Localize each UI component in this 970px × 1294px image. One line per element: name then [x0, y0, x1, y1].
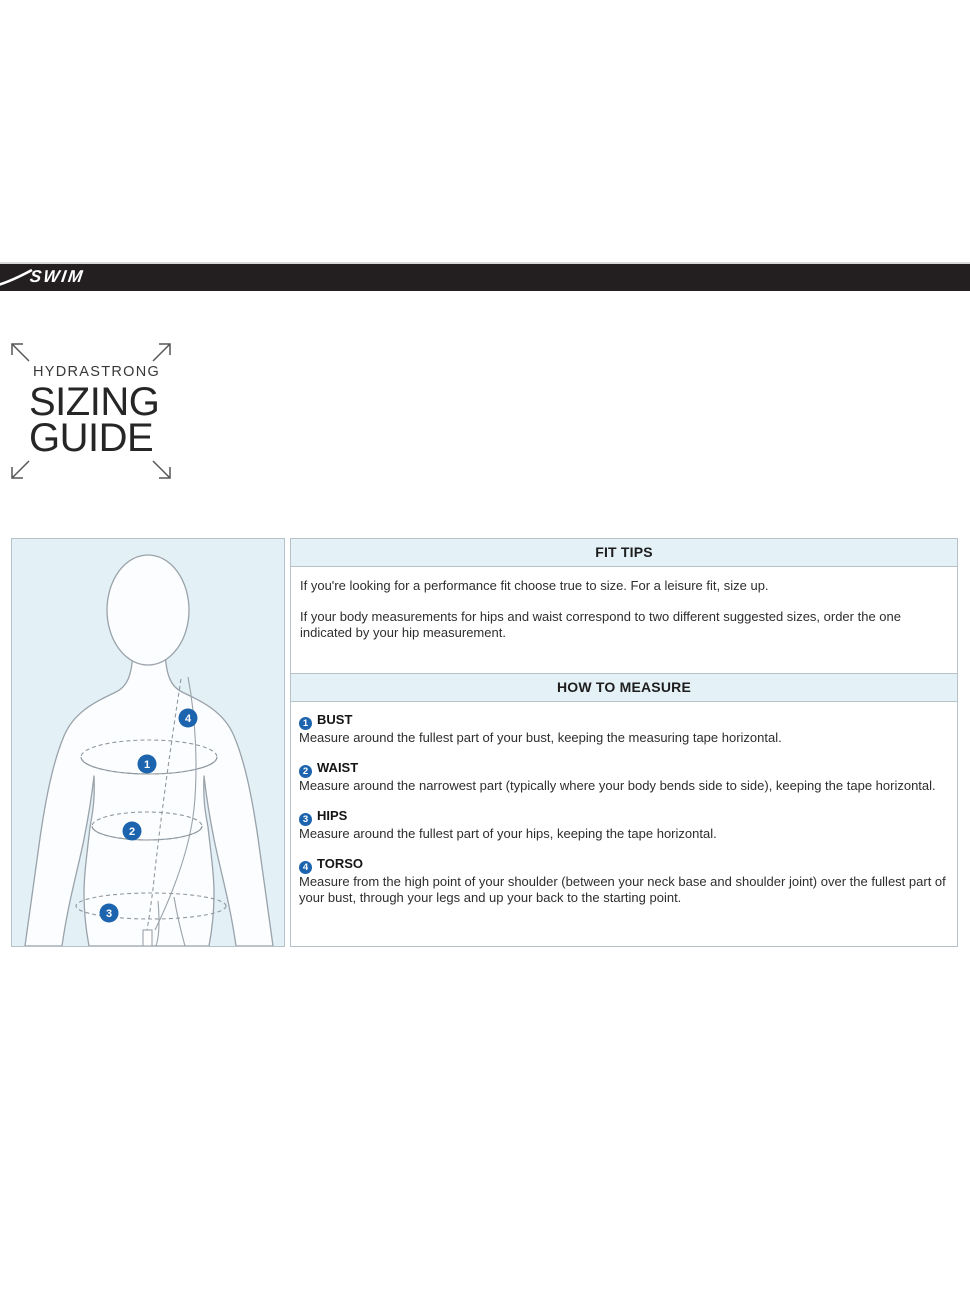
page-title — [29, 380, 160, 460]
marker-waist-number: 2 — [128, 826, 136, 838]
measure-item-heading — [299, 808, 949, 826]
info-column — [290, 538, 958, 947]
measure-item-label: BUST — [317, 712, 353, 727]
marker-hips-number: 3 — [105, 908, 113, 920]
marker-torso-number: 4 — [184, 713, 192, 725]
collection-name: HYDRASTRONG — [33, 364, 161, 380]
measure-item-bust — [299, 712, 949, 746]
number-badge-1: 1 — [299, 717, 312, 730]
fit-tip-paragraph: If your body measurements for hips and waist correspond to two different suggested sizes, order the one indicated by your hip measurement. — [300, 609, 901, 640]
measure-item-label: TORSO — [317, 856, 363, 871]
measure-item-hips — [299, 808, 949, 842]
measure-item-heading — [299, 856, 949, 874]
measure-item-label: HIPS — [317, 808, 348, 823]
fit-tips-body — [290, 567, 958, 673]
measure-item-torso — [299, 856, 949, 906]
fit-tips-header: FIT TIPS — [290, 538, 958, 567]
body-figure-illustration — [12, 539, 284, 946]
sizing-guide-panel — [11, 538, 958, 947]
measure-item-description: Measure around the fullest part of your hips, keeping the tape horizontal. — [299, 826, 717, 841]
number-badge-2: 2 — [299, 765, 312, 778]
number-badge-4: 4 — [299, 861, 312, 874]
brand-logo: SWIM — [28, 267, 86, 286]
measure-item-waist — [299, 760, 949, 794]
how-to-measure-body — [290, 702, 958, 947]
how-to-measure-header: HOW TO MEASURE — [290, 673, 958, 702]
brand-bar — [0, 262, 970, 291]
body-measurement-diagram — [11, 538, 285, 947]
measure-item-heading — [299, 712, 949, 730]
page-title-line2: GUIDE — [29, 416, 154, 460]
number-badge-3: 3 — [299, 813, 312, 826]
measure-item-description: Measure around the fullest part of your bust, keeping the measuring tape horizontal. — [299, 730, 782, 745]
page-title-line1: SIZING — [29, 380, 160, 424]
measure-item-heading — [299, 760, 949, 778]
measure-item-description: Measure from the high point of your shoulder (between your neck base and shoulder joint) over the fullest part of your bust, through your legs and up your back to the starting point. — [299, 874, 946, 905]
title-block — [8, 340, 174, 482]
measure-item-description: Measure around the narrowest part (typically where your body bends side to side), keeping the tape horizontal. — [299, 778, 936, 793]
marker-bust-number: 1 — [143, 759, 151, 771]
measure-item-label: WAIST — [317, 760, 359, 775]
fit-tip-paragraph: If you're looking for a performance fit choose true to size. For a leisure fit, size up. — [300, 578, 769, 593]
